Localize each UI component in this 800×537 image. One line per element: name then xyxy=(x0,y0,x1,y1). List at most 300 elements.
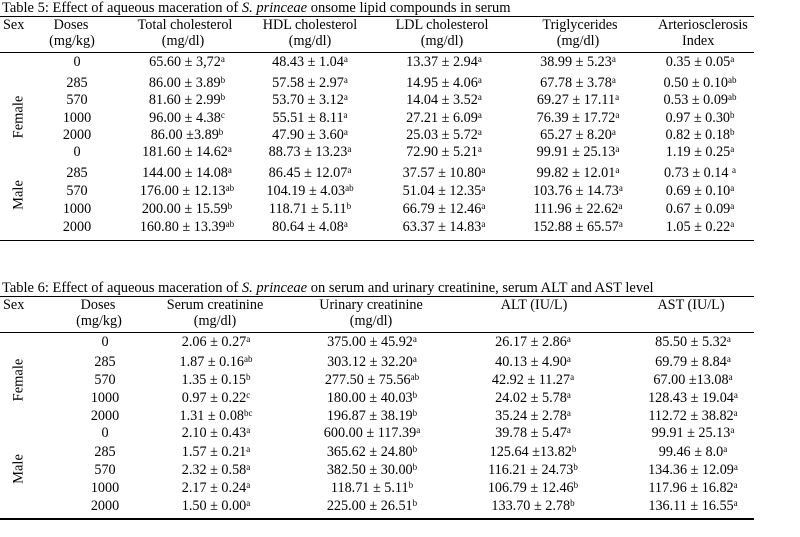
table6-significance-letter: b xyxy=(573,462,578,472)
table5-value-cell xyxy=(406,127,482,143)
table6-value-cell xyxy=(655,334,731,350)
table6-value-text: 67.00 ±13.08 xyxy=(653,372,729,388)
table5-value-text: 99.82 ± 12.01 xyxy=(536,165,616,181)
table5-value-cell xyxy=(272,219,348,235)
table6-value-text: 117.96 ± 16.82 xyxy=(648,480,734,496)
table5-significance-letter: a xyxy=(611,75,616,85)
table6-header-sex: Sex xyxy=(3,297,25,313)
table6-dose-cell: 570 xyxy=(94,462,116,478)
table6-value-cell xyxy=(495,354,571,370)
table5-value-text: 51.04 ± 12.35 xyxy=(402,183,482,199)
table6-value-cell xyxy=(182,444,251,460)
table5-value-text: 152.88 ± 65.57 xyxy=(533,219,619,235)
table5-value-text: 0.69 ± 0.10 xyxy=(665,183,731,199)
table5-dose-cell: 1000 xyxy=(62,201,92,217)
table5-group-female: Female xyxy=(10,95,27,139)
table5-significance-letter: b xyxy=(730,127,735,137)
table5-value-cell xyxy=(537,110,620,126)
table6-value-cell xyxy=(327,408,417,424)
table5-header-arteriosclerosis: Arteriosclerosis xyxy=(658,17,748,33)
table5-significance-letter: a xyxy=(343,127,348,137)
table6-significance-letter: a xyxy=(416,425,421,435)
table5-value-text: 99.91 ± 25.13 xyxy=(536,144,616,160)
table5-significance-letter: a xyxy=(730,144,735,154)
table5-value-text: 72.90 ± 5.21 xyxy=(406,144,478,160)
table6-group-female: Female xyxy=(10,358,27,402)
table5-value-cell xyxy=(663,92,736,108)
table5-significance-letter: ab xyxy=(728,75,737,85)
table6-value-text: 35.24 ± 2.78 xyxy=(495,408,567,424)
table6-value-text: 136.11 ± 16.55 xyxy=(648,498,734,514)
table5-header-triglycerides: Triglycerides xyxy=(542,17,618,33)
table5-value-text: 65.27 ± 8.20 xyxy=(540,127,612,143)
table6-significance-letter: b xyxy=(412,444,418,454)
table6-value-cell xyxy=(182,498,251,514)
table5-significance-letter: b xyxy=(220,75,226,85)
table5-significance-letter: b xyxy=(346,201,352,211)
table6-value-text: 382.50 ± 30.00 xyxy=(326,462,413,478)
table5-significance-letter: c xyxy=(220,110,225,120)
table6-caption: Table 6: Effect of aqueous maceration of S. princeae on serum and urinary creatinine, serum ALT and AST level xyxy=(2,280,654,296)
table5-value-text: 48.43 ± 1.04 xyxy=(272,54,344,70)
table5-dose-cell: 2000 xyxy=(62,219,92,235)
table6-value-cell xyxy=(648,480,737,496)
table6-header-rule xyxy=(0,332,754,333)
table5-significance-letter: a xyxy=(730,219,735,229)
table5-significance-letter: a xyxy=(220,54,225,64)
table6-value-text: 375.00 ± 45.92 xyxy=(327,334,413,350)
table5-header-total-cholesterol-unit: (mg/dl) xyxy=(161,33,205,49)
table5-value-cell xyxy=(663,75,736,91)
table5-value-cell xyxy=(533,183,623,199)
table6-value-cell xyxy=(495,408,571,424)
table5-value-cell xyxy=(406,92,482,108)
table5-significance-letter: a xyxy=(481,165,486,175)
table6-value-text: 118.71 ± 5.11 xyxy=(330,480,409,496)
table5-significance-letter: ab xyxy=(225,183,235,193)
table5-value-cell xyxy=(149,75,225,91)
table6-value-text: 134.36 ± 12.09 xyxy=(648,462,734,478)
table5-significance-letter: a xyxy=(611,127,616,137)
table6-significance-letter: b xyxy=(412,408,418,418)
table6-significance-letter: a xyxy=(733,498,738,508)
table5-value-text: 0.67 ± 0.09 xyxy=(665,201,731,217)
table5-header-sex: Sex xyxy=(3,17,25,33)
table5-value-text: 0.50 ± 0.10 xyxy=(663,75,729,91)
table6-significance-letter: b xyxy=(246,372,251,382)
table5-significance-letter: a xyxy=(227,165,232,175)
table6-significance-letter: a xyxy=(246,444,251,454)
table6-value-text: 85.50 ± 5.32 xyxy=(655,334,727,350)
table6-value-text: 225.00 ± 26.51 xyxy=(326,498,413,514)
table5-value-cell xyxy=(537,92,619,108)
table5-value-text: 67.78 ± 3.78 xyxy=(540,75,612,91)
table5-significance-letter: a xyxy=(481,219,486,229)
table6-value-cell xyxy=(182,334,251,350)
table6-bottom-rule xyxy=(0,518,754,520)
table5-value-cell xyxy=(149,54,225,70)
table6-significance-letter: a xyxy=(733,390,738,400)
table5-header-ldl-unit: (mg/dl) xyxy=(420,33,464,49)
table5-header-arteriosclerosis-unit: Index xyxy=(682,33,715,49)
table5-value-cell xyxy=(540,127,616,143)
table6-value-text: 39.78 ± 5.47 xyxy=(495,425,567,441)
table6-value-text: 40.13 ± 4.90 xyxy=(495,354,567,370)
table6-value-cell xyxy=(327,334,417,350)
table6-value-text: 1.31 ± 0.08 xyxy=(179,408,245,424)
table5-value-text: 118.71 ± 5.11 xyxy=(268,201,347,217)
table5-value-cell xyxy=(540,75,616,91)
table5-value-cell xyxy=(540,54,616,70)
table5-significance-letter: a xyxy=(615,144,620,154)
table5-value-text: 0.53 ± 0.09 xyxy=(663,92,729,108)
table6-significance-letter: a xyxy=(566,334,571,344)
table5-value-text: 86.00 ±3.89 xyxy=(150,127,219,143)
table6-value-text: 2.06 ± 0.27 xyxy=(181,334,247,350)
table6-dose-cell: 1000 xyxy=(90,480,120,496)
table5-significance-letter: a xyxy=(611,54,616,64)
table6-value-cell xyxy=(491,498,574,514)
table6-significance-letter: b xyxy=(412,390,418,400)
table6-value-text: 26.17 ± 2.86 xyxy=(495,334,567,350)
table5-value-text: 200.00 ± 15.59 xyxy=(141,201,228,217)
table6-header-doses-unit: (mg/kg) xyxy=(76,313,122,329)
table5-value-text: 0.82 ± 0.18 xyxy=(665,127,731,143)
table5-value-cell xyxy=(666,201,735,217)
table5-value-text: 37.57 ± 10.80 xyxy=(402,165,482,181)
table6-value-cell xyxy=(182,462,251,478)
table6-significance-letter: b xyxy=(571,444,577,454)
table6-value-text: 303.12 ± 32.20 xyxy=(327,354,413,370)
table5-value-cell xyxy=(406,110,482,126)
table6-value-cell xyxy=(181,372,250,388)
table5-value-cell xyxy=(403,219,486,235)
table5-dose-cell: 570 xyxy=(66,92,88,108)
table6-value-cell xyxy=(179,408,252,424)
table6-value-text: 99.46 ± 8.0 xyxy=(658,444,724,460)
table5-value-cell xyxy=(406,75,482,91)
table5-value-cell xyxy=(269,144,352,160)
table6-header-serum-creatinine-unit: (mg/dl) xyxy=(193,313,237,329)
table5-value-cell xyxy=(272,75,348,91)
table6-header-ast: AST (IU/L) xyxy=(657,297,725,313)
table5-significance-letter: a xyxy=(347,144,352,154)
table6-significance-letter: a xyxy=(733,408,738,418)
table5-caption: Table 5: Effect of aqueous maceration of S. princeae onsome lipid compounds in serum xyxy=(2,0,511,16)
table6-value-cell xyxy=(492,372,574,388)
table5-value-cell xyxy=(665,127,734,143)
table6-value-text: 42.92 ± 11.27 xyxy=(491,372,571,388)
table5-value-cell xyxy=(151,127,224,143)
table6-dose-cell: 285 xyxy=(94,444,116,460)
table5-value-cell xyxy=(272,127,348,143)
table5-significance-letter: a xyxy=(618,201,623,211)
table6-value-text: 112.72 ± 38.82 xyxy=(648,408,734,424)
table6-significance-letter: a xyxy=(246,498,251,508)
table5-value-cell xyxy=(149,92,225,108)
table5-header-total-cholesterol: Total cholesterol xyxy=(137,17,233,33)
table5-value-cell xyxy=(403,201,486,217)
table5-significance-letter: a xyxy=(618,183,623,193)
table5-group-male: Male xyxy=(10,180,27,210)
table6-value-cell xyxy=(327,390,417,406)
table5-value-cell xyxy=(142,165,232,181)
table6-value-text: 1.50 ± 0.00 xyxy=(181,498,247,514)
table6-dose-cell: 1000 xyxy=(90,390,120,406)
table5-value-cell xyxy=(269,201,351,217)
table5-value-cell xyxy=(142,144,232,160)
table5-value-cell xyxy=(266,183,353,199)
table6-significance-letter: b xyxy=(408,480,414,490)
table5-value-text: 88.73 ± 13.23 xyxy=(268,144,348,160)
table6-value-text: 1.35 ± 0.15 xyxy=(181,372,247,388)
table6-significance-letter: ab xyxy=(410,372,420,382)
table6-value-text: 99.91 ± 25.13 xyxy=(651,425,731,441)
table6-value-cell xyxy=(325,372,419,388)
table5-significance-letter: a xyxy=(477,144,482,154)
table6-significance-letter: b xyxy=(573,480,579,490)
table6-significance-letter: a xyxy=(730,425,735,435)
table6-value-text: 2.17 ± 0.24 xyxy=(181,480,247,496)
table6-value-text: 2.10 ± 0.43 xyxy=(181,425,247,441)
table5-header-doses: Doses xyxy=(53,17,89,33)
table5-significance-letter: a xyxy=(481,201,486,211)
table5-value-cell xyxy=(666,54,735,70)
table6-value-cell xyxy=(490,444,577,460)
table5-value-cell xyxy=(666,219,735,235)
table6-significance-letter: a xyxy=(733,462,738,472)
table6-value-cell xyxy=(179,354,252,370)
table6-significance-letter: b xyxy=(412,462,418,472)
table5-header-hdl-unit: (mg/dl) xyxy=(288,33,332,49)
table5-significance-letter: a xyxy=(343,219,348,229)
table5-significance-letter: ab xyxy=(345,183,354,193)
table5-value-cell xyxy=(406,54,482,70)
table5-significance-letter: a xyxy=(615,165,620,175)
table5-value-cell xyxy=(664,165,736,181)
table6-value-cell xyxy=(648,462,738,478)
table5-significance-letter: b xyxy=(218,127,224,137)
table6-value-cell xyxy=(652,425,735,441)
table5-significance-letter: a xyxy=(730,201,735,211)
table5-significance-letter: ab xyxy=(225,219,235,229)
table5-header-hdl: HDL cholesterol xyxy=(262,17,358,33)
table5-value-cell xyxy=(142,201,232,217)
table5-value-cell xyxy=(537,144,620,160)
table5-value-text: 96.00 ± 4.38 xyxy=(149,110,221,126)
table5-significance-letter: a xyxy=(477,75,482,85)
table6-value-text: 2.32 ± 0.58 xyxy=(181,462,247,478)
table6-significance-letter: a xyxy=(566,390,571,400)
table5-value-text: 86.00 ± 3.89 xyxy=(148,75,221,91)
table5-value-text: 86.45 ± 12.07 xyxy=(268,165,348,181)
table5-dose-cell: 285 xyxy=(66,75,88,91)
table6-significance-letter: c xyxy=(246,390,251,400)
table6-dose-cell: 570 xyxy=(94,372,116,388)
table5-significance-letter: a xyxy=(618,219,623,229)
table5-significance-letter: b xyxy=(220,92,226,102)
table6-value-cell xyxy=(648,390,738,406)
table6-value-cell xyxy=(495,390,571,406)
table5-header-rule xyxy=(0,52,754,53)
table5-value-text: 69.27 ± 17.11 xyxy=(536,92,616,108)
table6-significance-letter: a xyxy=(412,354,417,364)
table5-value-cell xyxy=(537,165,620,181)
table6-significance-letter: a xyxy=(733,480,738,490)
table5-value-cell xyxy=(665,110,734,126)
table6-value-cell xyxy=(182,425,251,441)
table6-caption-species: S. princeae xyxy=(241,280,308,296)
table5-significance-letter: a xyxy=(343,75,348,85)
table6-value-text: 0.97 ± 0.22 xyxy=(181,390,247,406)
table6-value-cell xyxy=(331,480,413,496)
table6-value-text: 1.57 ± 0.21 xyxy=(181,444,247,460)
table5-dose-cell: 570 xyxy=(66,183,88,199)
table5-dose-cell: 0 xyxy=(73,144,81,160)
table5-value-text: 14.04 ± 3.52 xyxy=(406,92,478,108)
table5-caption-species: S. princeae xyxy=(241,0,308,16)
table5-value-cell xyxy=(534,201,623,217)
table6-significance-letter: a xyxy=(246,480,251,490)
table6-header-doses: Doses xyxy=(80,297,116,313)
table6-dose-cell: 0 xyxy=(101,425,109,441)
table5-top-rule xyxy=(0,16,754,17)
table5-value-cell xyxy=(140,219,234,235)
table5-value-cell xyxy=(269,165,352,181)
table5-value-cell xyxy=(666,183,735,199)
table6-value-text: 180.00 ± 40.03 xyxy=(326,390,413,406)
table6-value-cell xyxy=(327,354,417,370)
table6-value-text: 196.87 ± 38.19 xyxy=(326,408,413,424)
table5-value-text: 14.95 ± 4.06 xyxy=(406,75,478,91)
table6-significance-letter: b xyxy=(570,498,575,508)
table5-value-text: 63.37 ± 14.83 xyxy=(402,219,482,235)
table5-value-text: 144.00 ± 14.08 xyxy=(142,165,228,181)
table6-value-cell xyxy=(655,354,731,370)
table5-header-ldl: LDL cholesterol xyxy=(395,17,489,33)
table6-dose-cell: 0 xyxy=(101,334,109,350)
table5-value-cell xyxy=(140,183,234,199)
table6-value-text: 125.64 ±13.82 xyxy=(489,444,572,460)
table5-value-text: 76.39 ± 17.72 xyxy=(536,110,616,126)
table6-significance-letter: a xyxy=(728,372,733,382)
table5-significance-letter: a xyxy=(477,110,482,120)
table6-value-cell xyxy=(488,462,578,478)
table5-significance-letter: a xyxy=(615,92,620,102)
table5-value-text: 0.73 ± 0.14 xyxy=(663,165,733,181)
table5-value-cell xyxy=(406,144,482,160)
table5-value-text: 47.90 ± 3.60 xyxy=(272,127,344,143)
table6-value-cell xyxy=(495,334,571,350)
table6-significance-letter: b xyxy=(412,498,418,508)
table6-value-cell xyxy=(659,444,728,460)
table5-value-cell xyxy=(272,110,347,126)
table6-significance-letter: a xyxy=(246,425,251,435)
table5-value-text: 81.60 ± 2.99 xyxy=(148,92,221,108)
table5-value-cell xyxy=(403,183,486,199)
table6-value-text: 365.62 ± 24.80 xyxy=(326,444,413,460)
table6-value-text: 133.70 ± 2.78 xyxy=(491,498,571,514)
table6-value-cell xyxy=(648,408,737,424)
table6-value-cell xyxy=(488,480,578,496)
table6-significance-letter: a xyxy=(570,372,575,382)
table6-significance-letter: a xyxy=(566,354,571,364)
table5-value-cell xyxy=(272,54,348,70)
table5-value-text: 0.35 ± 0.05 xyxy=(665,54,731,70)
table5-significance-letter: a xyxy=(227,144,232,154)
table5-value-text: 160.80 ± 13.39 xyxy=(139,219,226,235)
table5-value-text: 104.19 ± 4.03 xyxy=(266,183,346,199)
table5-significance-letter: a xyxy=(732,165,737,175)
table5-significance-letter: a xyxy=(481,183,486,193)
table6-dose-cell: 2000 xyxy=(90,498,120,514)
table5-significance-letter: a xyxy=(730,54,735,64)
table5-bottom-rule xyxy=(0,240,754,241)
table5-header-doses-unit: (mg/kg) xyxy=(49,33,95,49)
table5-significance-letter: b xyxy=(227,201,233,211)
table5-value-text: 181.60 ± 14.62 xyxy=(142,144,228,160)
table6-value-cell xyxy=(324,425,420,441)
table6-value-text: 24.02 ± 5.78 xyxy=(495,390,567,406)
table5-significance-letter: ab xyxy=(728,92,737,102)
table6-significance-letter: a xyxy=(246,462,251,472)
table5-significance-letter: a xyxy=(477,92,482,102)
table5-header-triglycerides-unit: (mg/dl) xyxy=(556,33,600,49)
table6-value-text: 106.79 ± 12.46 xyxy=(487,480,574,496)
table6-value-cell xyxy=(182,390,251,406)
table5-dose-cell: 2000 xyxy=(62,127,92,143)
table6-value-text: 116.21 ± 24.73 xyxy=(488,462,574,478)
table5-dose-cell: 1000 xyxy=(62,110,92,126)
table5-significance-letter: a xyxy=(343,54,348,64)
table5-value-text: 13.37 ± 2.94 xyxy=(406,54,478,70)
table5-significance-letter: a xyxy=(615,110,620,120)
table6-value-cell xyxy=(327,498,417,514)
table6-value-text: 69.79 ± 8.84 xyxy=(655,354,727,370)
table6-significance-letter: a xyxy=(566,408,571,418)
table6-group-male: Male xyxy=(10,454,27,484)
table5-dose-cell: 0 xyxy=(73,54,81,70)
table5-value-text: 1.19 ± 0.25 xyxy=(665,144,731,160)
table5-value-text: 25.03 ± 5.72 xyxy=(406,127,478,143)
table6-value-text: 600.00 ± 117.39 xyxy=(323,425,417,441)
table6-significance-letter: ab xyxy=(244,354,253,364)
table5-significance-letter: a xyxy=(343,92,348,102)
table6-header-urinary-creatinine: Urinary creatinine xyxy=(319,297,423,313)
table6-value-cell xyxy=(182,480,251,496)
table5-value-text: 53.70 ± 3.12 xyxy=(272,92,344,108)
table5-value-text: 27.21 ± 6.09 xyxy=(406,110,478,126)
table5-significance-letter: a xyxy=(477,54,482,64)
table6-value-cell xyxy=(495,425,571,441)
table6-value-cell xyxy=(648,498,737,514)
table5-significance-letter: a xyxy=(730,183,735,193)
table5-value-text: 66.79 ± 12.46 xyxy=(402,201,482,217)
table5-value-cell xyxy=(149,110,225,126)
table5-significance-letter: b xyxy=(730,110,735,120)
table6-value-text: 277.50 ± 75.56 xyxy=(324,372,411,388)
table5-value-text: 176.00 ± 12.13 xyxy=(139,183,226,199)
table6-significance-letter: a xyxy=(723,444,728,454)
table6-dose-cell: 2000 xyxy=(90,408,120,424)
table5-value-text: 103.76 ± 14.73 xyxy=(533,183,619,199)
table6-significance-letter: a xyxy=(246,334,251,344)
table5-value-cell xyxy=(533,219,623,235)
table5-value-cell xyxy=(666,144,735,160)
table6-significance-letter: a xyxy=(726,334,731,344)
table5-value-text: 1.05 ± 0.22 xyxy=(665,219,731,235)
table5-value-text: 55.51 ± 8.11 xyxy=(272,110,344,126)
